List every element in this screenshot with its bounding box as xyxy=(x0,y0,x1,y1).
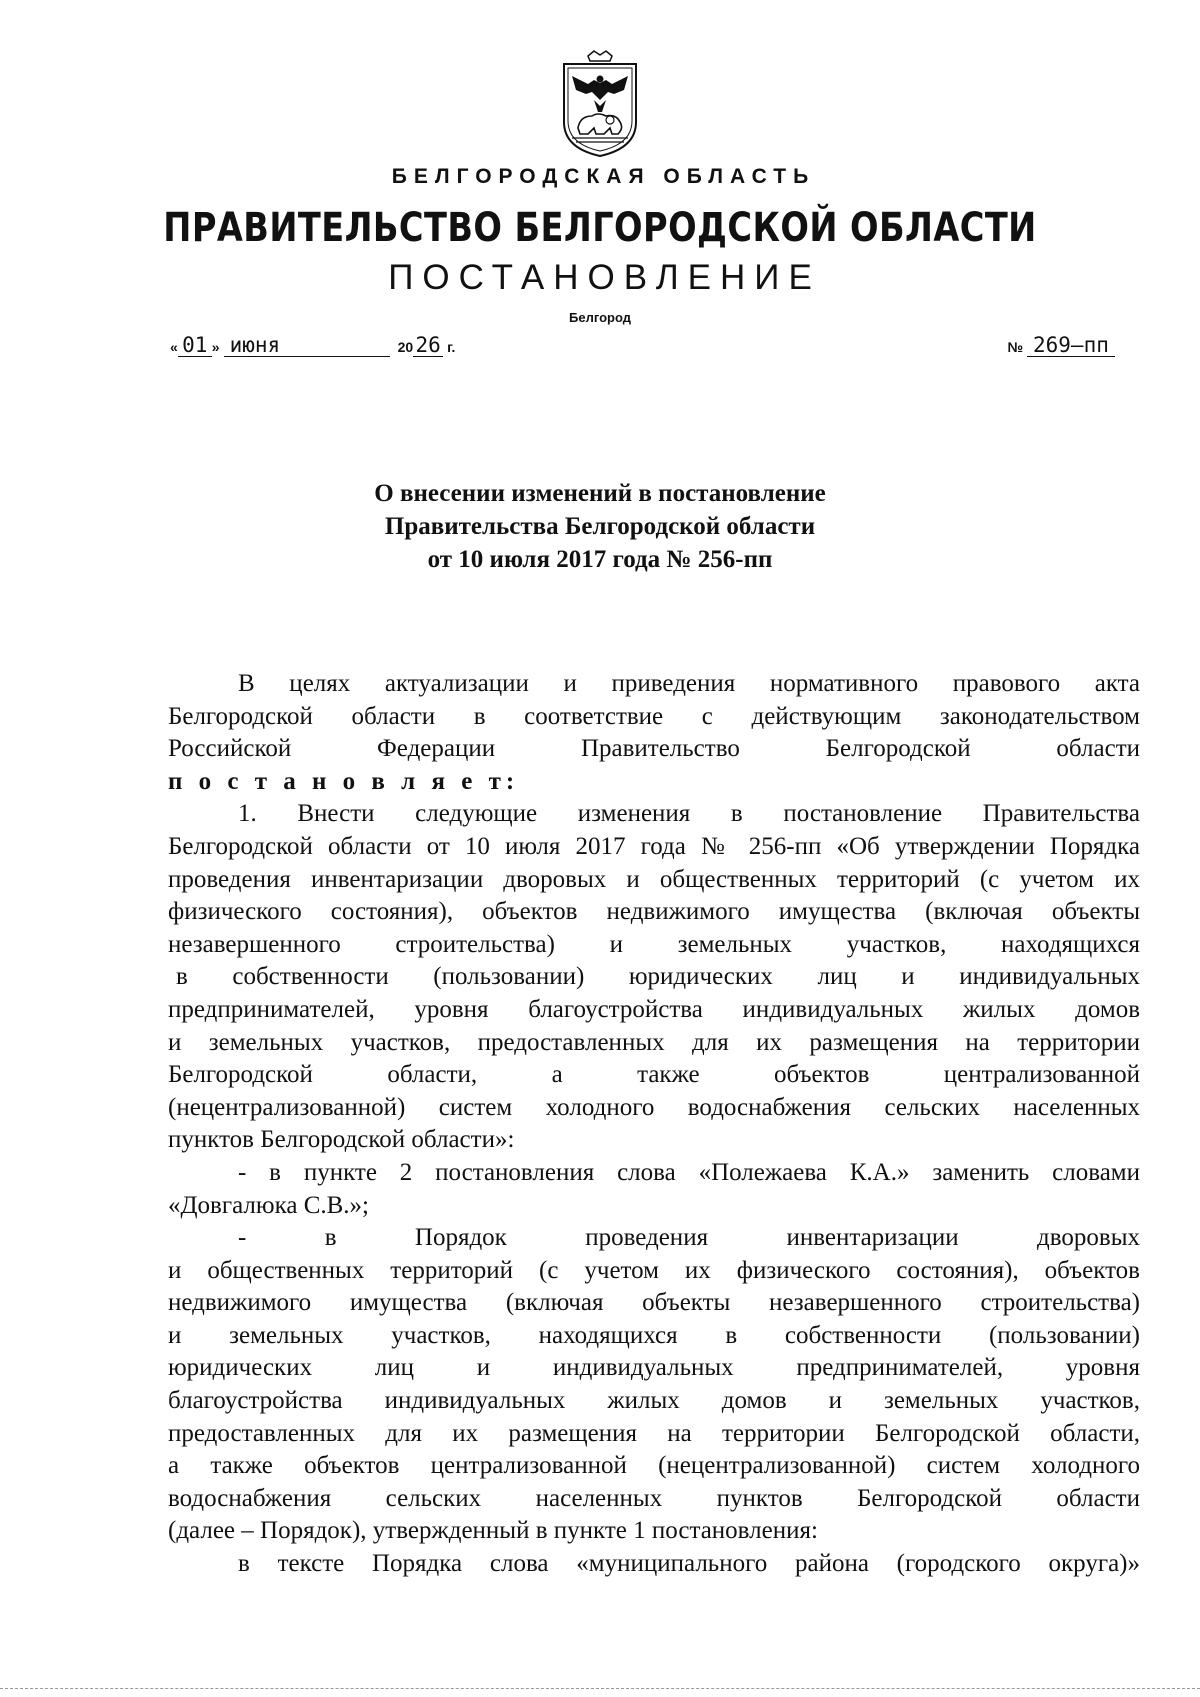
region-name: БЕЛГОРОДСКАЯ ОБЛАСТЬ xyxy=(391,165,816,188)
body-line: Белгородской области в соответствие с действующим законодательством xyxy=(168,702,1140,730)
body-line: проведения инвентаризации дворовых и общественных территорий (с учетом их xyxy=(168,865,1140,893)
body-line: физического состояния), объектов недвижимого имущества (включая объекты xyxy=(168,898,1140,926)
government-name: ПРАВИТЕЛЬСТВО БЕЛГОРОДСКОЙ ОБЛАСТИ xyxy=(163,205,1037,251)
date-year-suffix: 26 xyxy=(413,334,443,357)
title-line: Правительства Белгородской области xyxy=(384,513,816,540)
body-line: и земельных участков, находящихся в собственности (пользовании) xyxy=(168,1321,1140,1349)
issue-city: Белгород xyxy=(569,310,631,325)
body-line: водоснабжения сельских населенных пунктов Белгородской области xyxy=(168,1484,1140,1512)
document-number xyxy=(1008,334,1116,357)
body-line: Белгородской области, а также объектов централизованной xyxy=(168,1061,1140,1089)
date-day: 01 xyxy=(178,334,212,357)
body-line: в тексте Порядка слова «муниципального района (городского округа)» xyxy=(238,1550,1140,1578)
body-line: - в Порядок проведения инвентаризации дворовых xyxy=(238,1224,1140,1252)
body-line: пунктов Белгородской области»: xyxy=(168,1126,515,1154)
resolves-word: п о с т а н о в л я е т: xyxy=(168,767,520,795)
body-line: предоставленных для их размещения на территории Белгородской области, xyxy=(168,1419,1140,1447)
document-type: ПОСТАНОВЛЕНИЕ xyxy=(388,258,821,297)
coat-of-arms-icon xyxy=(558,50,642,160)
body-line: Белгородской области от 10 июля 2017 года № 256-пп «Об утверждении Порядка xyxy=(168,832,1140,860)
document-title xyxy=(0,477,1200,576)
body-line: и общественных территорий (с учетом их физического состояния), объектов xyxy=(168,1256,1140,1284)
document-body xyxy=(168,668,1140,1581)
body-line: благоустройства индивидуальных жилых домов и земельных участков, xyxy=(168,1387,1140,1415)
date-year-prefix: 20 xyxy=(397,339,414,355)
date-year-abbr: г. xyxy=(447,339,456,355)
body-line: (нецентрализованной) систем холодного водоснабжения сельских населенных xyxy=(168,1093,1140,1121)
body-line: - в пункте 2 постановления слова «Полежаева К.А.» заменить словами xyxy=(238,1158,1140,1186)
scan-edge-divider xyxy=(0,1688,1200,1689)
body-line: «Довгалюка С.В.»; xyxy=(168,1191,369,1219)
number-label: № xyxy=(1007,339,1024,355)
body-line: недвижимого имущества (включая объекты незавершенного строительства) xyxy=(168,1289,1140,1317)
document-date xyxy=(170,334,455,357)
body-line: и земельных участков, предоставленных для их размещения на территории xyxy=(168,1028,1140,1056)
body-line: В целях актуализации и приведения нормативного правового акта xyxy=(238,670,1140,697)
body-line: Российской Федерации Правительство Белгородской области xyxy=(168,735,1140,763)
date-close-quote: » xyxy=(211,339,220,355)
title-line: от 10 июля 2017 года № 256-пп xyxy=(427,546,773,573)
body-line: (далее – Порядок), утвержденный в пункте 1 постановления: xyxy=(168,1517,818,1545)
body-line: в собственности (пользовании) юридических лиц и индивидуальных xyxy=(176,963,1140,991)
body-line: незавершенного строительства) и земельных участков, находящихся xyxy=(168,930,1140,958)
date-month: июня xyxy=(224,334,390,357)
number-value: 269–пп xyxy=(1027,334,1115,357)
body-line: а также объектов централизованной (нецентрализованной) систем холодного xyxy=(168,1452,1140,1480)
date-open-quote: « xyxy=(170,339,178,355)
body-line: предпринимателей, уровня благоустройства индивидуальных жилых домов xyxy=(168,995,1140,1023)
body-line: 1. Внести следующие изменения в постановление Правительства xyxy=(238,800,1140,828)
title-line: О внесении изменений в постановление xyxy=(374,480,826,507)
body-line: юридических лиц и индивидуальных предпринимателей, уровня xyxy=(168,1354,1140,1382)
